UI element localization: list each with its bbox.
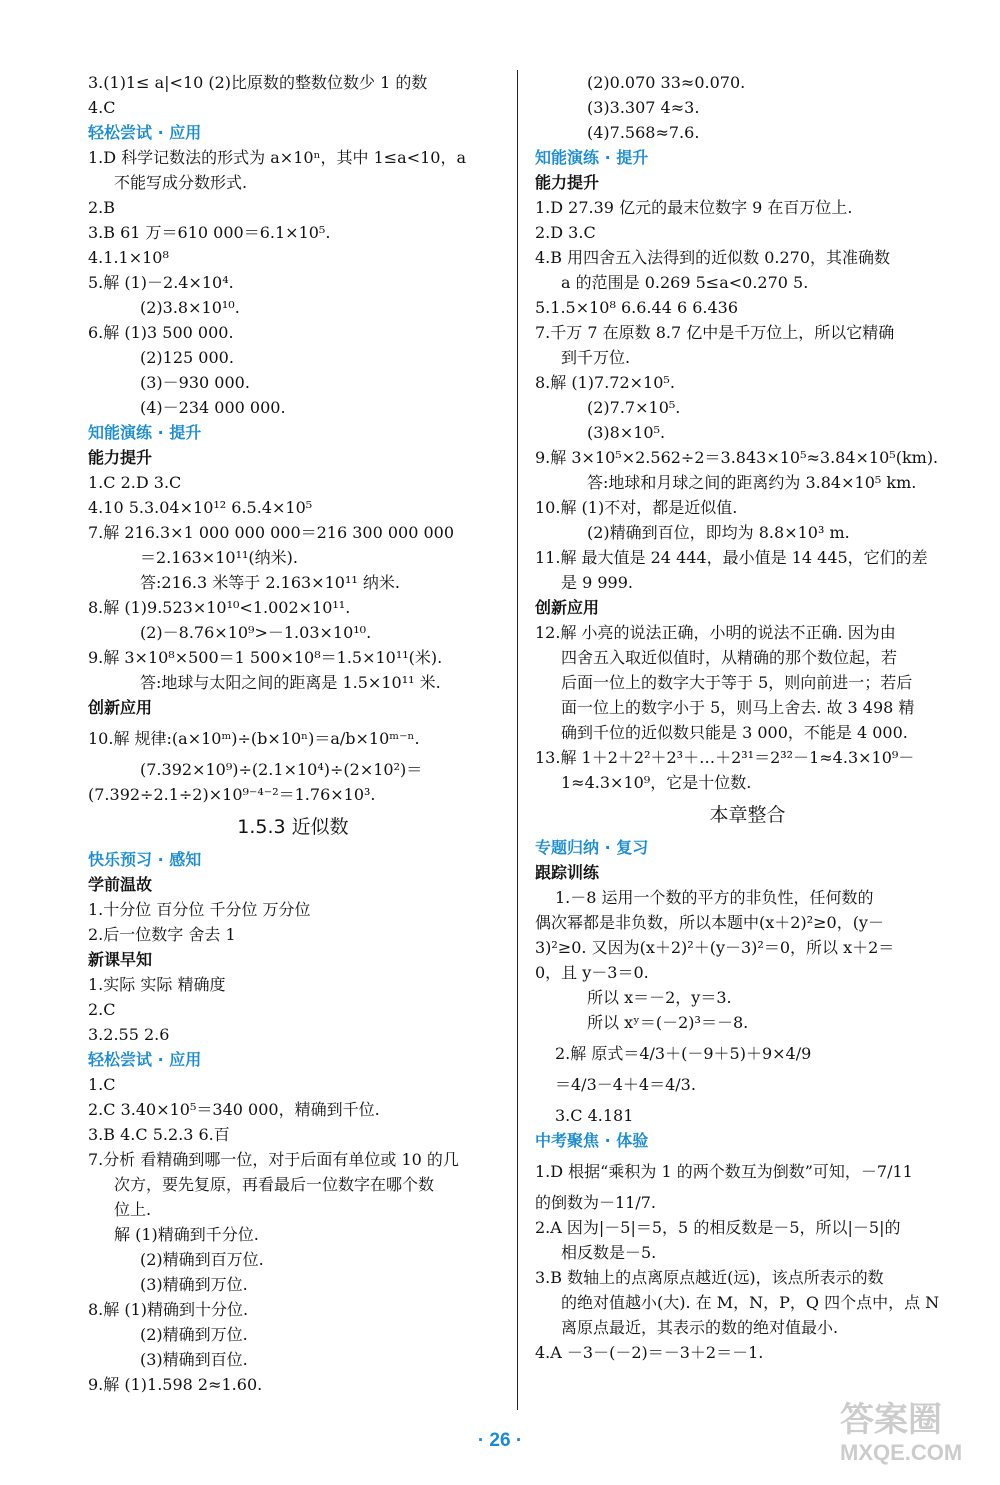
answer-line: 4.A －3－(－2)＝－3＋2＝－1. (535, 1343, 764, 1362)
answer-line: (7.392÷2.1÷2)×10⁹⁻⁴⁻²＝1.76×10³. (88, 785, 376, 804)
answer-line: 7.解 216.3×1 000 000 000＝216 300 000 000 (88, 523, 455, 542)
chapter-title: 1.5.3 近似数 (237, 816, 349, 838)
answer-line: 位上. (114, 1200, 152, 1219)
answer-line: 面一位上的数字小于 5，则马上舍去. 故 3 498 精 (561, 698, 915, 717)
subsection-header: 学前温故 (88, 875, 153, 894)
subsection-header: 创新应用 (535, 598, 600, 617)
answer-line: 3.B 61 万＝610 000＝6.1×10⁵. (88, 223, 331, 242)
answer-line: 所以 xʸ＝(－2)³＝－8. (587, 1013, 749, 1032)
answer-line: 离原点最近，其表示的数的绝对值最小. (561, 1318, 839, 1337)
subsection-header: 新课早知 (88, 950, 153, 969)
answer-line: (4)－234 000 000. (140, 398, 286, 417)
answer-line: 四舍五入取近似值时，从精确的那个数位起，若 (561, 648, 898, 667)
answer-line: 9.解 3×10⁸×500＝1 500×10⁸＝1.5×10¹¹(米). (88, 648, 443, 667)
page-number: · 26 · (477, 1430, 523, 1451)
answer-line: 11.解 最大值是 24 444，最小值是 14 445，它们的差 (535, 548, 928, 567)
answer-line: (2)3.8×10¹⁰. (140, 298, 240, 317)
answer-line: 5.解 (1)－2.4×10⁴. (88, 273, 234, 292)
answer-line: 2.D 3.C (535, 223, 596, 242)
answer-line: 3.B 4.C 5.2.3 6.百 (88, 1125, 230, 1144)
answer-line: 6.解 (1)3 500 000. (88, 323, 234, 342)
answer-line: 相反数是－5. (561, 1243, 657, 1262)
answer-line: 9.解 (1)1.598 2≈1.60. (88, 1375, 263, 1394)
answer-line: 的绝对值越小(大). 在 M，N，P，Q 四个点中，点 N (561, 1293, 940, 1312)
answer-line: (4)7.568≈7.6. (587, 123, 700, 142)
answer-line: 7.千万 7 在原数 8.7 亿中是千万位上，所以它精确 (535, 323, 895, 342)
answer-line: (2)精确到百位，即均为 8.8×10³ m. (587, 523, 850, 542)
answer-line: 1.D 27.39 亿元的最末位数字 9 在百万位上. (535, 198, 853, 217)
left-column (88, 70, 498, 1397)
answer-line: (2)0.070 33≈0.070. (587, 73, 746, 92)
answer-line: 次方，要先复原，再看最后一位数字在哪个数 (114, 1175, 435, 1194)
answer-line: (3)精确到万位. (140, 1275, 248, 1294)
answer-line: 1.C (88, 1075, 116, 1094)
answer-line: (7.392×10⁹)÷(2.1×10⁴)÷(2×10²)＝ (140, 760, 423, 779)
answer-line: 2.B (88, 198, 116, 217)
answer-line: 2.后一位数字 舍去 1 (88, 925, 236, 944)
answer-line: ＝2.163×10¹¹(纳米). (140, 548, 298, 567)
answer-line: 偶次幂都是非负数，所以本题中(x＋2)²≥0，(y－ (535, 913, 884, 932)
answer-line: 确到千位的近似数只能是 3 000，不能是 4 000. (561, 723, 908, 742)
answer-line: (3)精确到百位. (140, 1350, 248, 1369)
watermark-logo (840, 1400, 990, 1478)
answer-line: 0，且 y－3＝0. (535, 963, 649, 982)
answer-line: 10.解 (1)不对，都是近似值. (535, 498, 738, 517)
section-header: 快乐预习 · 感知 (88, 850, 202, 869)
answer-line: 3.B 数轴上的点离原点越近(远)，该点所表示的数 (535, 1268, 884, 1287)
section-header: 中考聚焦 · 体验 (535, 1131, 649, 1150)
answer-line: 2.C (88, 1000, 116, 1019)
answer-line: 到千万位. (561, 348, 631, 367)
subsection-header: 跟踪训练 (535, 863, 600, 882)
answer-line: (3)－930 000. (140, 373, 250, 392)
answer-line: 13.解 1＋2＋2²＋2³＋…＋2³¹＝2³²－1≈4.3×10⁹－ (535, 748, 915, 767)
answer-line: 12.解 小亮的说法正确，小明的说法不正确. 因为由 (535, 623, 896, 642)
answer-line: 所以 x＝－2，y＝3. (587, 988, 732, 1007)
answer-line: 8.解 (1)7.72×10⁵. (535, 373, 675, 392)
answer-line: 3)²≥0. 又因为(x＋2)²＋(y－3)²＝0，所以 x＋2＝ (535, 938, 895, 957)
answer-line: 2.解 原式＝4/3＋(－9＋5)＋9×4/9 (555, 1044, 812, 1063)
answer-line: 1.－8 运用一个数的平方的非负性，任何数的 (555, 888, 874, 907)
section-header: 专题归纳 · 复习 (535, 838, 649, 857)
answer-line: 4.1.1×10⁸ (88, 248, 169, 267)
right-column (535, 70, 960, 1365)
answer-line: 1.D 科学记数法的形式为 a×10ⁿ，其中 1≤a<10，a (88, 148, 467, 167)
answer-line: ＝4/3－4＋4＝4/3. (555, 1075, 696, 1094)
watermark-url: MXQE.COM (840, 1440, 963, 1465)
answer-line: 7.分析 看精确到哪一位，对于后面有单位或 10 的几 (88, 1150, 459, 1169)
answer-line: (3)3.307 4≈3. (587, 98, 700, 117)
chapter-title: 本章整合 (709, 804, 786, 826)
answer-line: 答:216.3 米等于 2.163×10¹¹ 纳米. (140, 573, 400, 592)
answer-line: 1.十分位 百分位 千分位 万分位 (88, 900, 311, 919)
column-divider (517, 70, 518, 1410)
section-header: 轻松尝试 · 应用 (88, 1050, 202, 1069)
subsection-header: 创新应用 (88, 698, 153, 717)
answer-line: 2.A 因为|－5|＝5，5 的相反数是－5，所以|－5|的 (535, 1218, 901, 1237)
answer-line: 后面一位上的数字大于等于 5，则向前进一；若后 (561, 673, 913, 692)
answer-line: 解 (1)精确到千分位. (114, 1225, 259, 1244)
section-header: 知能演练 · 提升 (535, 148, 649, 167)
answer-line: 答:地球与太阳之间的距离是 1.5×10¹¹ 米. (140, 673, 441, 692)
answer-line: 不能写成分数形式. (114, 173, 248, 192)
answer-line: 1.C 2.D 3.C (88, 473, 182, 492)
answer-line: (2)精确到百万位. (140, 1250, 264, 1269)
answer-line: 8.解 (1)9.523×10¹⁰<1.002×10¹¹. (88, 598, 351, 617)
answer-line: 1.实际 实际 精确度 (88, 975, 226, 994)
subsection-header: 能力提升 (88, 448, 153, 467)
subsection-header: 能力提升 (535, 173, 600, 192)
answer-line: (2)7.7×10⁵. (587, 398, 681, 417)
answer-line: (2)－8.76×10⁹>－1.03×10¹⁰. (140, 623, 372, 642)
section-header: 轻松尝试 · 应用 (88, 123, 202, 142)
answer-line: (2)精确到万位. (140, 1325, 248, 1344)
answer-line: 1.D 根据“乘积为 1 的两个数互为倒数”可知，－7/11 (535, 1162, 913, 1181)
answer-line: 答:地球和月球之间的距离约为 3.84×10⁵ km. (587, 473, 917, 492)
answer-line: 9.解 3×10⁵×2.562÷2＝3.843×10⁵≈3.84×10⁵(km). (535, 448, 939, 467)
answer-line: 3.(1)1≤ a|<10 (2)比原数的整数位数少 1 的数 (88, 73, 428, 92)
answer-line: 2.C 3.40×10⁵＝340 000，精确到千位. (88, 1100, 380, 1119)
answer-line: 的倒数为－11/7. (535, 1193, 657, 1212)
answer-line: 3.C 4.181 (555, 1106, 634, 1125)
answer-line: 4.B 用四舍五入法得到的近似数 0.270，其准确数 (535, 248, 891, 267)
answer-line: (2)125 000. (140, 348, 234, 367)
answer-line: 4.C (88, 98, 116, 117)
section-header: 知能演练 · 提升 (88, 423, 202, 442)
answer-line: 1≈4.3×10⁹，它是十位数. (561, 773, 752, 792)
answer-line: 4.10 5.3.04×10¹² 6.5.4×10⁵ (88, 498, 313, 517)
answer-line: 是 9 999. (561, 573, 633, 592)
answer-line: 5.1.5×10⁸ 6.6.44 6 6.436 (535, 298, 739, 317)
answer-line: 8.解 (1)精确到十分位. (88, 1300, 249, 1319)
watermark-text: 答案圈 (840, 1401, 942, 1439)
answer-line: a 的范围是 0.269 5≤a<0.270 5. (561, 273, 809, 292)
answer-line: 10.解 规律:(a×10ᵐ)÷(b×10ⁿ)＝a/b×10ᵐ⁻ⁿ. (88, 729, 420, 748)
answer-line: 3.2.55 2.6 (88, 1025, 170, 1044)
answer-line: (3)8×10⁵. (587, 423, 666, 442)
